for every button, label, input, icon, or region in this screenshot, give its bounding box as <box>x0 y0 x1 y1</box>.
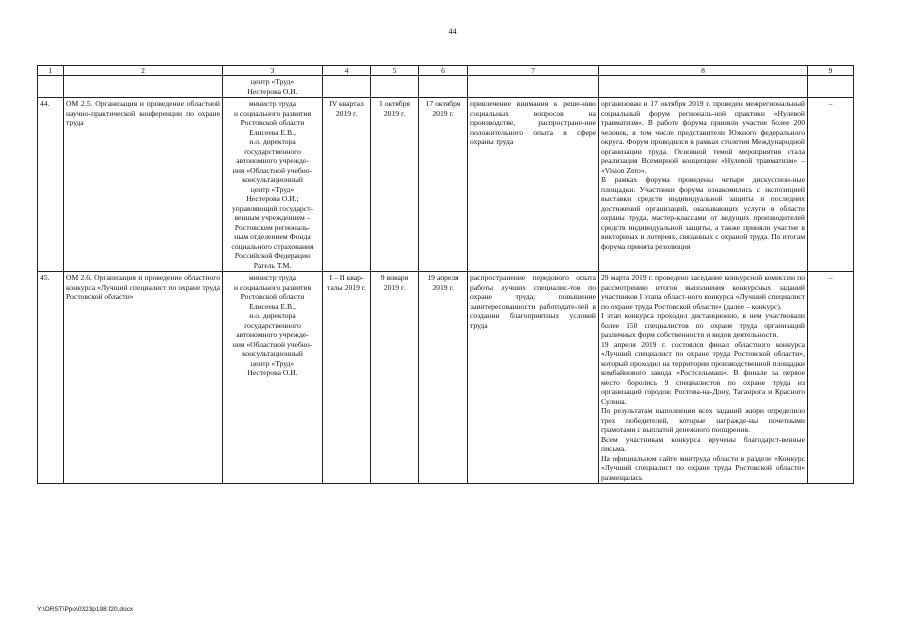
row-number: 45. <box>38 272 64 484</box>
header-cell: 8 <box>599 66 808 76</box>
expected-result: привлечение внимания к реше-нию социальных вопросов на производстве, распростране-ние положительного опыта в сфере охраны труда <box>468 98 599 272</box>
continued-responsible: центр «Труд» Нестерова О.И. <box>223 76 323 98</box>
start-date: 9 января 2019 г. <box>371 272 419 484</box>
responsible-list: министр труда и социального развития Ростовской области Елисеева Е.В., и.о. директора государственного автономного учрежде- ния «Областной учебно- консультационный центр «Труд» Нестерова О.И.; управляющий государст- венным учреждением – Ростовским региональ- ным отделением Фонда социального страхования Российской Федерации Рагель Т.М. <box>223 98 323 272</box>
period: IV квартал 2019 г. <box>323 98 371 272</box>
header-cell: 5 <box>371 66 419 76</box>
expected-result: распространение передового опыта работы лучших специалис-тов по охране труда; повышение заинтересованности работодате-лей в создании благоприятных условий труда <box>468 272 599 484</box>
event-name: ОМ 2.6. Организация и проведение областного конкурса «Лучший специалист по охране труда Ростовской области» <box>64 272 223 484</box>
period: I – II квар- талы 2019 г. <box>323 272 371 484</box>
note: – <box>808 272 854 484</box>
row-number: 44. <box>38 98 64 272</box>
file-path-footer: Y:\ORST\Ppo\0323p198.f20.docx <box>37 606 134 613</box>
responsible-list: министр труда и социального развития Ростовской области Елисеева Е.В., и.о. директора государственного автономного учрежде- ния «Областной учебно- консультационный центр «Труд» Нестерова О.И. <box>223 272 323 484</box>
end-date: 19 апреля 2019 г. <box>419 272 468 484</box>
report-table <box>37 65 854 484</box>
header-cell: 1 <box>38 66 64 76</box>
actual-result: организован и 17 октября 2019 г. проведен межрегиональный социальный форум региональ-ной практики «Нулевой травматизм». В работе форума приняли участие более 200 человек, в том числе представители Южного федерального округа. Форум проводился в рамках столетия Международной организации труда. Основной темой мероприятия стала реализация Всемирной концепции «Нулевой травматизм» – «Vision Zero». В рамках форума проведены четыре дискуссион-ные площадки. Участники форума ознакомились с экспозицией выставки средств индивидуальной защиты и последних достижений организаций, оказывающих услуги в области охраны труда, мастер-классами от ведущих производителей средств индивидуальной защиты, а также приняли участие в викторинах и лотереях, связанных с охраной труда. По итогам форума принята резолюция <box>599 98 808 272</box>
header-cell: 4 <box>323 66 371 76</box>
table-row <box>38 272 854 484</box>
continuation-row <box>38 76 854 98</box>
note: – <box>808 98 854 272</box>
end-date: 17 октября 2019 г. <box>419 98 468 272</box>
header-cell: 7 <box>468 66 599 76</box>
start-date: 1 октября 2019 г. <box>371 98 419 272</box>
header-cell: 3 <box>223 66 323 76</box>
header-cell: 6 <box>419 66 468 76</box>
column-number-row <box>38 66 854 76</box>
header-cell: 9 <box>808 66 854 76</box>
actual-result: 29 марта 2019 г. проведено заседание конкурсной комиссии по рассмотрению итогов выполнения конкурсных заданий участников I этапа област-ного конкурса «Лучший специалист по охране труда Ростовской области» (далее – конкурс). I этап конкурса проходил дистанционно, в нем участвовали более 150 специалистов по охране труда организаций различных форм собственности и видов деятельности. 19 апреля 2019 г. состоялся финал областного конкурса «Лучший специалист по охране труда Ростовской области», который проходил на территории производственной площадки комбайнового завода «Ростсельмаш». В финале за первое место боролись 9 специалистов по охране труда из организаций городов: Ростова-на-Дону, Таганрога и Красного Сулина. По результатам выполнения всех заданий жюри определило трех победителей, которые награжде-ны почетными грамотами с выплатой денежного поощрения. Всем участникам конкурса вручены благодарст-венные письма. На официальном сайте минтруда области в разделе «Конкурс «Лучший специалист по охране труда Ростовской области» размещалась <box>599 272 808 484</box>
event-name: ОМ 2.5. Организация и проведение областной научно-практической конференции по охране труда <box>64 98 223 272</box>
page-number: 44 <box>448 27 457 36</box>
table-row <box>38 98 854 272</box>
header-cell: 2 <box>64 66 223 76</box>
